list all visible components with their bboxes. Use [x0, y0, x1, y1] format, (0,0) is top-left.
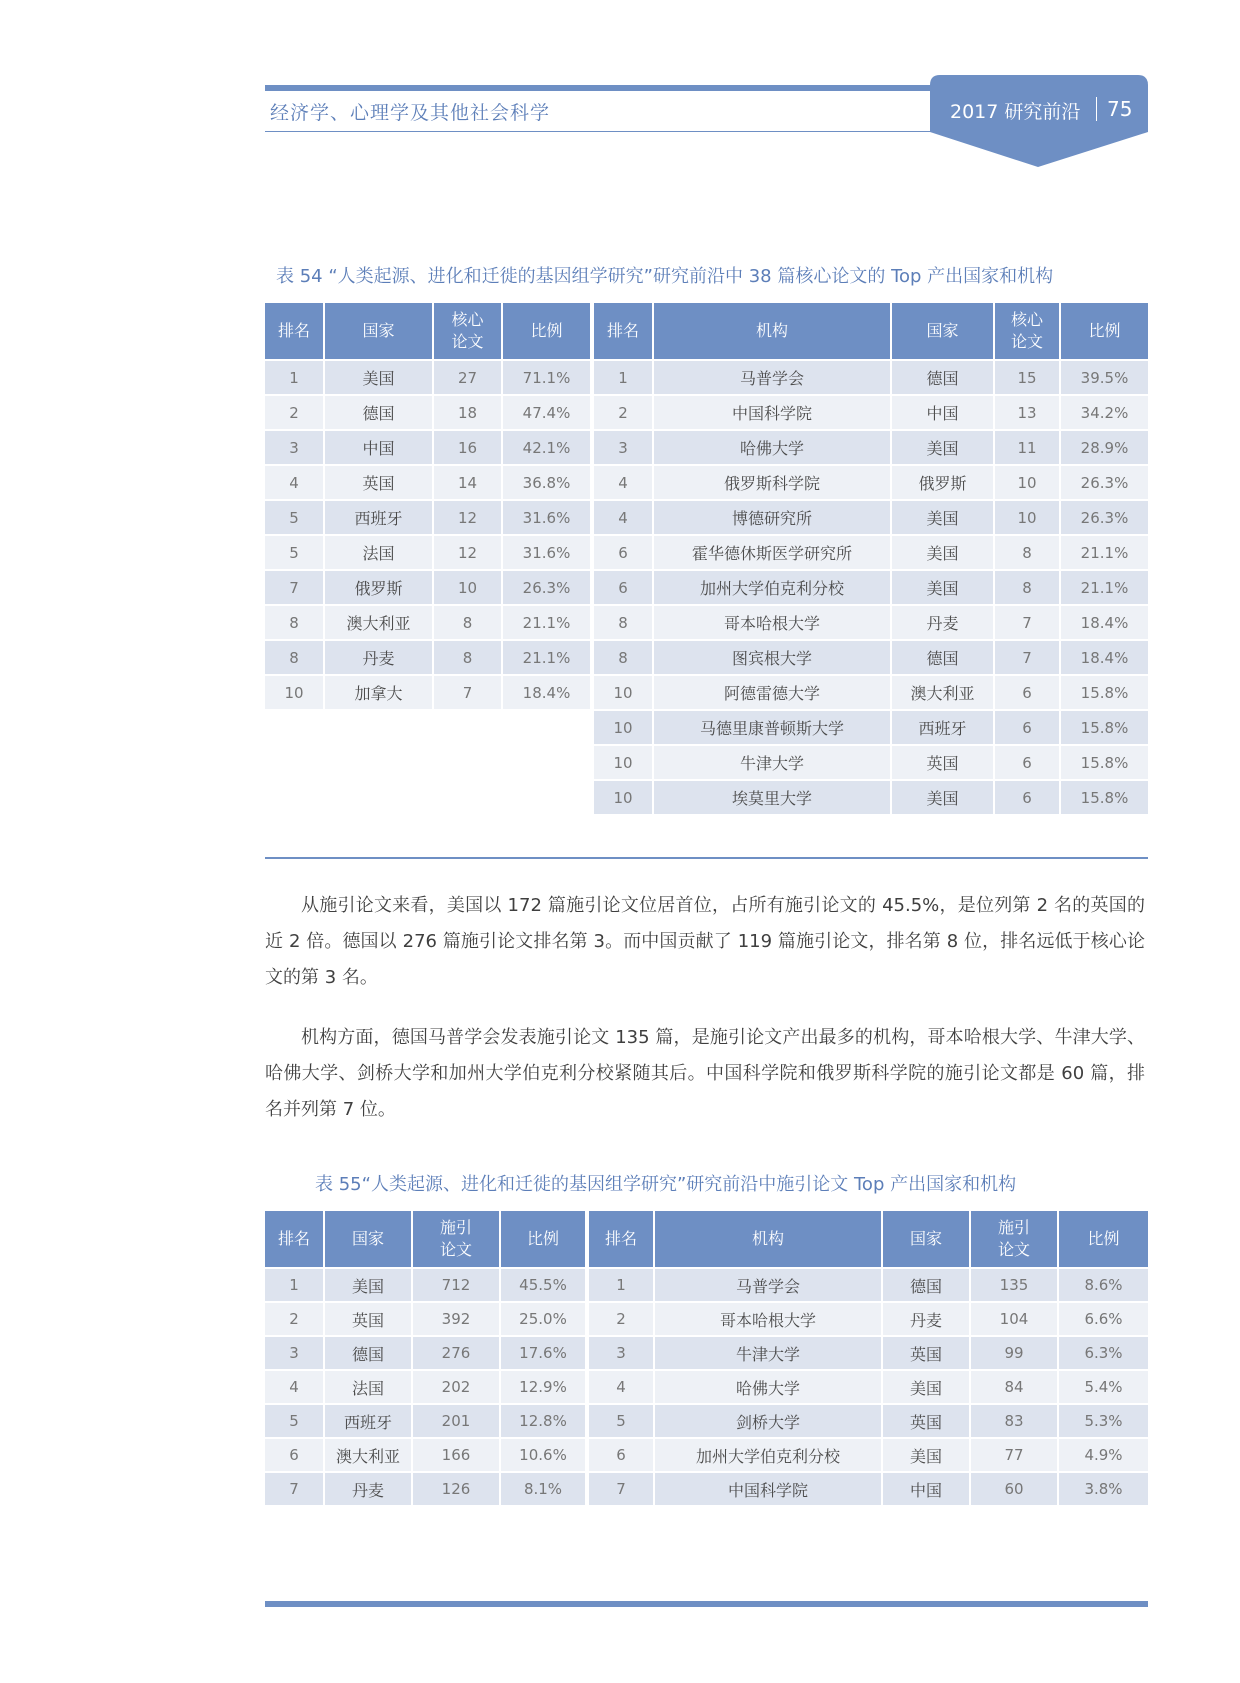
- inst-country-cell: 美国: [892, 779, 995, 814]
- inst-ratio-cell: 18.4%: [1061, 604, 1148, 639]
- inst-rank-cell: 10: [594, 674, 654, 709]
- country-name-cell: 丹麦: [325, 1471, 413, 1505]
- inst-papers-cell: 8: [995, 569, 1061, 604]
- table-row: [265, 1301, 1148, 1335]
- inst-country-cell: 德国: [883, 1267, 971, 1301]
- header-inst-country: 国家: [892, 303, 995, 359]
- institution-name-cell: 牛津大学: [655, 1335, 883, 1369]
- empty-cell: [265, 779, 325, 814]
- inst-rank-cell: 4: [589, 1369, 655, 1403]
- header-inst-papers: [995, 303, 1061, 359]
- institution-name-cell: 牛津大学: [654, 744, 892, 779]
- section-title: 经济学、心理学及其他社会科学: [270, 102, 551, 124]
- inst-ratio-cell: 28.9%: [1061, 429, 1148, 464]
- table-row: [265, 464, 1148, 499]
- table-54-caption: 表 54 “人类起源、进化和迁徙的基因组学研究”研究前沿中 38 篇核心论文的 Top 产出国家和机构: [276, 266, 1054, 287]
- institution-name-cell: 加州大学伯克利分校: [654, 569, 892, 604]
- table-55: [265, 1211, 1148, 1505]
- country-rank-cell: 5: [265, 499, 325, 534]
- country-rank-cell: 8: [265, 604, 325, 639]
- inst-rank-cell: 6: [594, 534, 654, 569]
- country-ratio-cell: 71.1%: [503, 359, 594, 394]
- table-54-bottom-rule: [265, 857, 1148, 859]
- year-label: 2017 研究前沿: [950, 101, 1081, 123]
- table-row: [265, 639, 1148, 674]
- country-papers-cell: 8: [434, 639, 503, 674]
- table-row: [265, 499, 1148, 534]
- table-row: [265, 534, 1148, 569]
- header-bottom-rule: [265, 131, 947, 132]
- institution-name-cell: 阿德雷德大学: [654, 674, 892, 709]
- country-name-cell: 西班牙: [325, 499, 434, 534]
- table-row: [265, 604, 1148, 639]
- institution-name-cell: 哥本哈根大学: [655, 1301, 883, 1335]
- country-ratio-cell: 47.4%: [503, 394, 594, 429]
- institution-name-cell: 中国科学院: [654, 394, 892, 429]
- country-name-cell: 英国: [325, 1301, 413, 1335]
- country-rank-cell: 10: [265, 674, 325, 709]
- country-papers-cell: 27: [434, 359, 503, 394]
- institution-name-cell: 中国科学院: [655, 1471, 883, 1505]
- country-name-cell: 澳大利亚: [325, 604, 434, 639]
- inst-rank-cell: 5: [589, 1403, 655, 1437]
- inst-rank-cell: 10: [594, 744, 654, 779]
- inst-rank-cell: 3: [589, 1335, 655, 1369]
- inst-rank-cell: 4: [594, 464, 654, 499]
- inst-ratio-cell: 5.3%: [1059, 1403, 1148, 1437]
- inst-country-cell: 中国: [883, 1471, 971, 1505]
- inst-rank-cell: 10: [594, 779, 654, 814]
- table-row: [265, 1369, 1148, 1403]
- institution-name-cell: 博德研究所: [654, 499, 892, 534]
- inst-rank-cell: 8: [594, 604, 654, 639]
- country-rank-cell: 7: [265, 569, 325, 604]
- inst-papers-cell: 10: [995, 499, 1061, 534]
- country-ratio-cell: 17.6%: [501, 1335, 589, 1369]
- country-name-cell: 德国: [325, 1335, 413, 1369]
- country-ratio-cell: 10.6%: [501, 1437, 589, 1471]
- header-ratio: 比例: [501, 1211, 589, 1267]
- empty-cell: [503, 709, 594, 744]
- inst-country-cell: 俄罗斯: [892, 464, 995, 499]
- empty-cell: [503, 744, 594, 779]
- empty-cell: [434, 709, 503, 744]
- country-name-cell: 中国: [325, 429, 434, 464]
- institution-name-cell: 哈佛大学: [654, 429, 892, 464]
- inst-country-cell: 德国: [892, 639, 995, 674]
- country-papers-cell: 14: [434, 464, 503, 499]
- country-rank-cell: 3: [265, 429, 325, 464]
- institution-name-cell: 图宾根大学: [654, 639, 892, 674]
- inst-ratio-cell: 15.8%: [1061, 709, 1148, 744]
- institution-name-cell: 哈佛大学: [655, 1369, 883, 1403]
- country-papers-cell: 12: [434, 534, 503, 569]
- inst-rank-cell: 2: [589, 1301, 655, 1335]
- inst-ratio-cell: 15.8%: [1061, 744, 1148, 779]
- country-rank-cell: 2: [265, 394, 325, 429]
- header-country: 国家: [325, 1211, 413, 1267]
- header-inst-country: 国家: [883, 1211, 971, 1267]
- institution-name-cell: 俄罗斯科学院: [654, 464, 892, 499]
- inst-rank-cell: 8: [594, 639, 654, 674]
- inst-country-cell: 美国: [892, 499, 995, 534]
- header-institution: 机构: [654, 303, 892, 359]
- country-rank-cell: 1: [265, 359, 325, 394]
- country-rank-cell: 7: [265, 1471, 325, 1505]
- country-rank-cell: 1: [265, 1267, 325, 1301]
- inst-ratio-cell: 34.2%: [1061, 394, 1148, 429]
- table-54: [265, 303, 1148, 814]
- table-row: [265, 359, 1148, 394]
- country-papers-cell: 166: [413, 1437, 501, 1471]
- country-papers-cell: 202: [413, 1369, 501, 1403]
- inst-papers-cell: 10: [995, 464, 1061, 499]
- inst-papers-cell: 6: [995, 779, 1061, 814]
- inst-country-cell: 德国: [892, 359, 995, 394]
- header-rank: 排名: [265, 303, 325, 359]
- inst-papers-cell: 6: [995, 709, 1061, 744]
- header-ratio: 比例: [503, 303, 594, 359]
- country-ratio-cell: 12.8%: [501, 1403, 589, 1437]
- table-row: [265, 744, 1148, 779]
- inst-papers-cell: 77: [971, 1437, 1059, 1471]
- country-name-cell: 西班牙: [325, 1403, 413, 1437]
- empty-cell: [434, 744, 503, 779]
- institution-name-cell: 剑桥大学: [655, 1403, 883, 1437]
- inst-papers-cell: 83: [971, 1403, 1059, 1437]
- empty-cell: [325, 744, 434, 779]
- inst-country-cell: 美国: [892, 429, 995, 464]
- inst-papers-cell: 135: [971, 1267, 1059, 1301]
- country-rank-cell: 4: [265, 1369, 325, 1403]
- country-papers-cell: 10: [434, 569, 503, 604]
- institution-name-cell: 霍华德休斯医学研究所: [654, 534, 892, 569]
- country-rank-cell: 4: [265, 464, 325, 499]
- country-name-cell: 美国: [325, 359, 434, 394]
- country-name-cell: 英国: [325, 464, 434, 499]
- inst-papers-cell: 11: [995, 429, 1061, 464]
- inst-ratio-cell: 26.3%: [1061, 499, 1148, 534]
- header-institution: 机构: [655, 1211, 883, 1267]
- country-ratio-cell: 36.8%: [503, 464, 594, 499]
- country-name-cell: 美国: [325, 1267, 413, 1301]
- empty-cell: [434, 779, 503, 814]
- institution-name-cell: 加州大学伯克利分校: [655, 1437, 883, 1471]
- header-inst-ratio: 比例: [1059, 1211, 1148, 1267]
- institution-name-cell: 马普学会: [654, 359, 892, 394]
- country-papers-cell: 126: [413, 1471, 501, 1505]
- country-papers-cell: 392: [413, 1301, 501, 1335]
- country-ratio-cell: 31.6%: [503, 534, 594, 569]
- inst-ratio-cell: 15.8%: [1061, 779, 1148, 814]
- country-name-cell: 德国: [325, 394, 434, 429]
- inst-country-cell: 英国: [883, 1403, 971, 1437]
- inst-ratio-cell: 5.4%: [1059, 1369, 1148, 1403]
- inst-papers-cell: 60: [971, 1471, 1059, 1505]
- empty-cell: [265, 744, 325, 779]
- empty-cell: [265, 709, 325, 744]
- inst-country-cell: 澳大利亚: [892, 674, 995, 709]
- inst-ratio-cell: 21.1%: [1061, 534, 1148, 569]
- country-papers-cell: 12: [434, 499, 503, 534]
- inst-rank-cell: 6: [589, 1437, 655, 1471]
- footer-rule: [265, 1601, 1148, 1607]
- inst-country-cell: 英国: [883, 1335, 971, 1369]
- inst-papers-cell: 15: [995, 359, 1061, 394]
- inst-rank-cell: 1: [594, 359, 654, 394]
- country-ratio-cell: 21.1%: [503, 639, 594, 674]
- inst-papers-cell: 7: [995, 639, 1061, 674]
- country-rank-cell: 5: [265, 534, 325, 569]
- inst-country-cell: 英国: [892, 744, 995, 779]
- header-inst-ratio: 比例: [1061, 303, 1148, 359]
- country-name-cell: 法国: [325, 534, 434, 569]
- header-inst-rank: 排名: [594, 303, 654, 359]
- country-rank-cell: 8: [265, 639, 325, 674]
- header-country: 国家: [325, 303, 434, 359]
- inst-ratio-cell: 26.3%: [1061, 464, 1148, 499]
- inst-country-cell: 丹麦: [892, 604, 995, 639]
- inst-papers-cell: 8: [995, 534, 1061, 569]
- country-ratio-cell: 12.9%: [501, 1369, 589, 1403]
- inst-ratio-cell: 6.3%: [1059, 1335, 1148, 1369]
- header-top-rule: [265, 85, 947, 91]
- table-row: [265, 1267, 1148, 1301]
- inst-ratio-cell: 15.8%: [1061, 674, 1148, 709]
- country-ratio-cell: 18.4%: [503, 674, 594, 709]
- table-row: [265, 1403, 1148, 1437]
- inst-ratio-cell: 39.5%: [1061, 359, 1148, 394]
- inst-country-cell: 美国: [883, 1369, 971, 1403]
- country-papers-cell: 18: [434, 394, 503, 429]
- inst-ratio-cell: 3.8%: [1059, 1471, 1148, 1505]
- institution-name-cell: 哥本哈根大学: [654, 604, 892, 639]
- institution-name-cell: 马德里康普顿斯大学: [654, 709, 892, 744]
- header-inst-rank: 排名: [589, 1211, 655, 1267]
- country-rank-cell: 6: [265, 1437, 325, 1471]
- country-rank-cell: 2: [265, 1301, 325, 1335]
- header-citing-papers: [413, 1211, 501, 1267]
- header-inst-papers: [971, 1211, 1059, 1267]
- inst-rank-cell: 4: [594, 499, 654, 534]
- inst-rank-cell: 10: [594, 709, 654, 744]
- paragraph-citing-institutions: 机构方面，德国马普学会发表施引论文 135 篇，是施引论文产出最多的机构，哥本哈根大学、牛津大学、哈佛大学、剑桥大学和加州大学伯克利分校紧随其后。中国科学院和俄罗斯科学院的施引论文都是 60 篇，排名并列第 7 位。: [265, 1027, 1145, 1120]
- country-ratio-cell: 21.1%: [503, 604, 594, 639]
- inst-ratio-cell: 4.9%: [1059, 1437, 1148, 1471]
- table-row: [265, 1437, 1148, 1471]
- inst-ratio-cell: 21.1%: [1061, 569, 1148, 604]
- country-name-cell: 丹麦: [325, 639, 434, 674]
- page-number: 75: [1107, 97, 1133, 121]
- badge-separator: [1096, 97, 1097, 121]
- country-ratio-cell: 8.1%: [501, 1471, 589, 1505]
- header-core-papers-label: 核心论文: [451, 310, 484, 351]
- table-55-caption: 表 55“人类起源、进化和迁徙的基因组学研究”研究前沿中施引论文 Top 产出国家和机构: [315, 1174, 1017, 1195]
- table-row: [265, 1471, 1148, 1505]
- inst-rank-cell: 6: [594, 569, 654, 604]
- paragraph-citing-countries: 从施引论文来看，美国以 172 篇施引论文位居首位，占所有施引论文的 45.5%，是位列第 2 名的英国的近 2 倍。德国以 276 篇施引论文排名第 3。而中国贡献了 119 篇施引论文，排名第 8 位，排名远低于核心论文的第 3 名。: [265, 895, 1145, 988]
- inst-papers-cell: 7: [995, 604, 1061, 639]
- inst-country-cell: 美国: [892, 569, 995, 604]
- empty-cell: [503, 779, 594, 814]
- inst-ratio-cell: 8.6%: [1059, 1267, 1148, 1301]
- country-name-cell: 加拿大: [325, 674, 434, 709]
- country-papers-cell: 7: [434, 674, 503, 709]
- table-row: [265, 394, 1148, 429]
- inst-rank-cell: 7: [589, 1471, 655, 1505]
- inst-papers-cell: 84: [971, 1369, 1059, 1403]
- country-rank-cell: 5: [265, 1403, 325, 1437]
- inst-rank-cell: 2: [594, 394, 654, 429]
- country-name-cell: 法国: [325, 1369, 413, 1403]
- country-papers-cell: 276: [413, 1335, 501, 1369]
- country-papers-cell: 8: [434, 604, 503, 639]
- country-name-cell: 澳大利亚: [325, 1437, 413, 1471]
- country-ratio-cell: 26.3%: [503, 569, 594, 604]
- header-citing-papers-label: 施引论文: [439, 1218, 472, 1259]
- inst-papers-cell: 13: [995, 394, 1061, 429]
- institution-name-cell: 埃莫里大学: [654, 779, 892, 814]
- country-papers-cell: 16: [434, 429, 503, 464]
- inst-papers-cell: 99: [971, 1335, 1059, 1369]
- header-core-papers: [434, 303, 503, 359]
- inst-rank-cell: 3: [594, 429, 654, 464]
- country-papers-cell: 712: [413, 1267, 501, 1301]
- empty-cell: [325, 709, 434, 744]
- table-row: [265, 569, 1148, 604]
- inst-rank-cell: 1: [589, 1267, 655, 1301]
- inst-country-cell: 美国: [892, 534, 995, 569]
- inst-papers-cell: 6: [995, 674, 1061, 709]
- inst-papers-cell: 104: [971, 1301, 1059, 1335]
- inst-ratio-cell: 18.4%: [1061, 639, 1148, 674]
- inst-country-cell: 中国: [892, 394, 995, 429]
- table-row: [265, 1335, 1148, 1369]
- inst-country-cell: 西班牙: [892, 709, 995, 744]
- table-row: [265, 709, 1148, 744]
- country-rank-cell: 3: [265, 1335, 325, 1369]
- country-papers-cell: 201: [413, 1403, 501, 1437]
- header-rank: 排名: [265, 1211, 325, 1267]
- inst-papers-cell: 6: [995, 744, 1061, 779]
- country-ratio-cell: 45.5%: [501, 1267, 589, 1301]
- inst-ratio-cell: 6.6%: [1059, 1301, 1148, 1335]
- institution-name-cell: 马普学会: [655, 1267, 883, 1301]
- country-name-cell: 俄罗斯: [325, 569, 434, 604]
- inst-country-cell: 丹麦: [883, 1301, 971, 1335]
- country-ratio-cell: 25.0%: [501, 1301, 589, 1335]
- header-inst-papers-label: 施引论文: [997, 1218, 1030, 1259]
- table-row: [265, 429, 1148, 464]
- table-row: [265, 779, 1148, 814]
- inst-country-cell: 美国: [883, 1437, 971, 1471]
- table-row: [265, 674, 1148, 709]
- empty-cell: [325, 779, 434, 814]
- country-ratio-cell: 42.1%: [503, 429, 594, 464]
- country-ratio-cell: 31.6%: [503, 499, 594, 534]
- header-inst-papers-label: 核心论文: [1010, 310, 1043, 351]
